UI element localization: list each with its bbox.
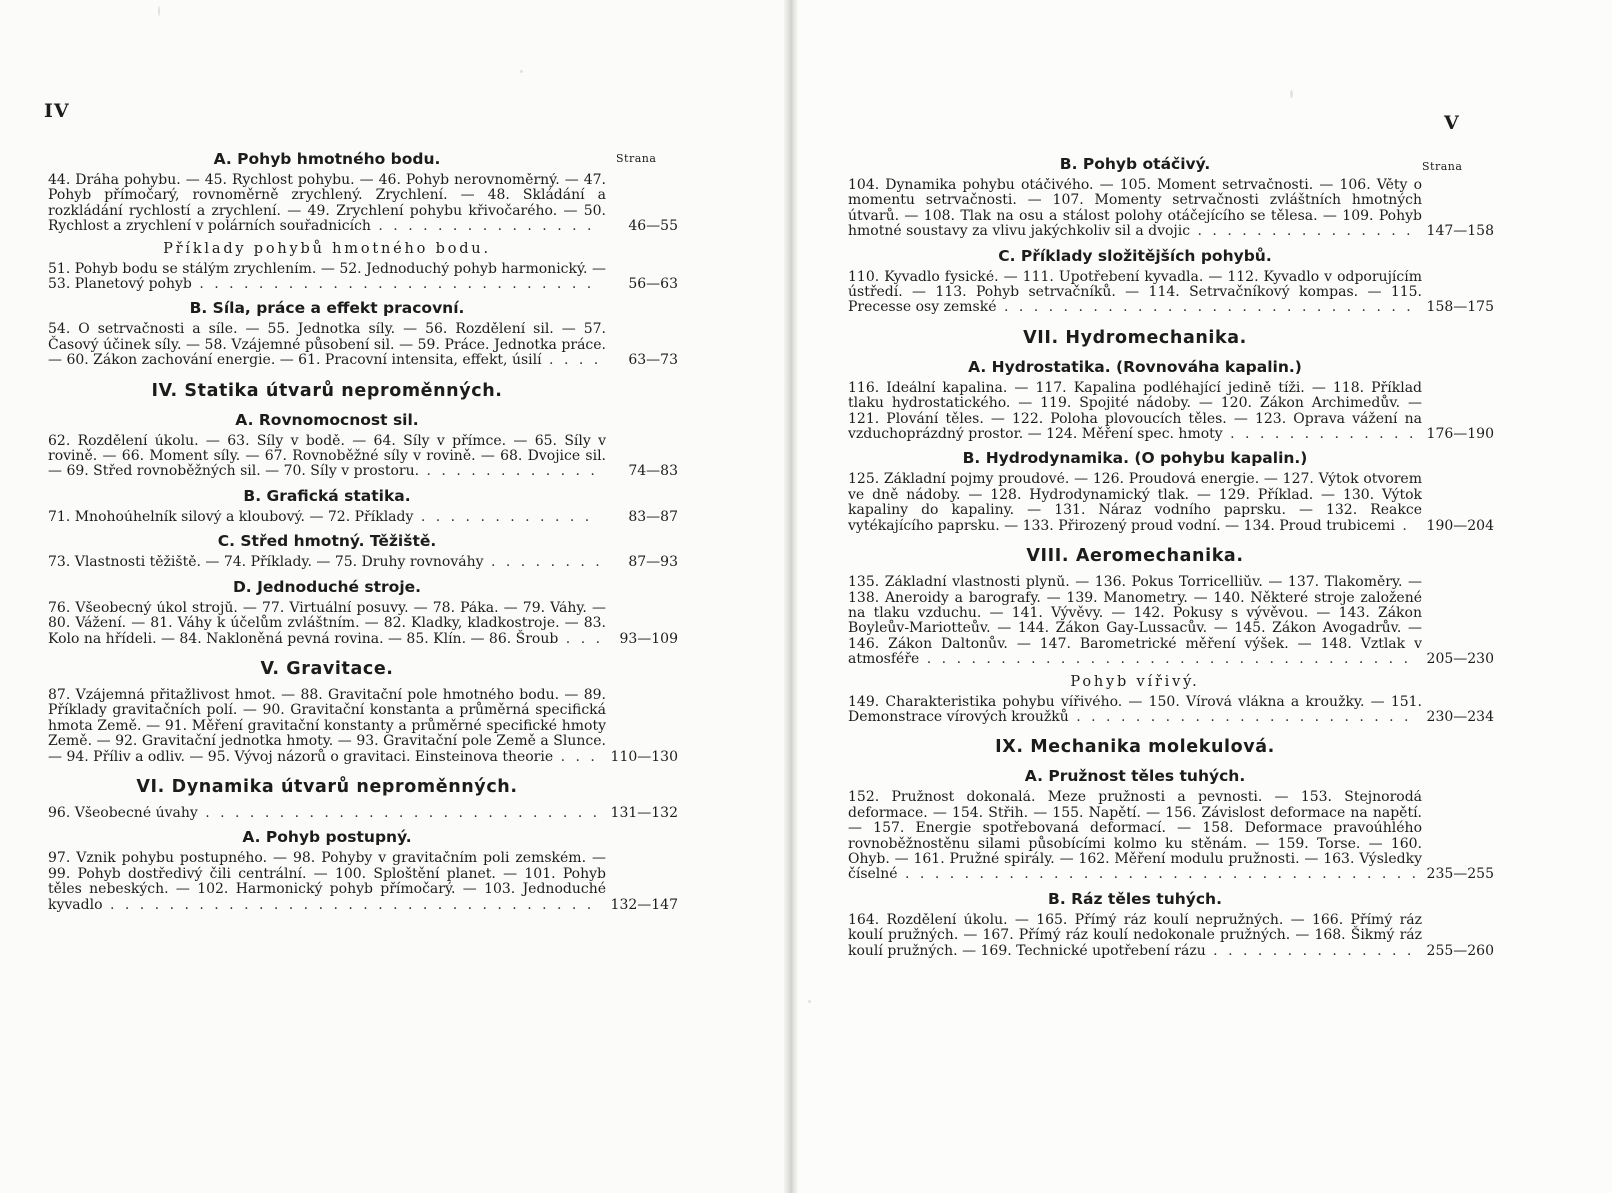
paper-speck	[520, 70, 523, 73]
toc-entry-text	[48, 434, 606, 480]
dot-leader: . . .	[558, 630, 604, 647]
toc-entry-pages: 56—63	[628, 276, 678, 293]
strana-label: Strana	[616, 152, 657, 165]
dot-leader: . . . .	[541, 352, 602, 369]
dot-leader: . . . . . . . . . . . . . .	[1205, 942, 1415, 959]
subsection-heading: C. Střed hmotný. Těžiště.	[217, 532, 437, 551]
toc-entry-pages: 190—204	[1426, 517, 1494, 534]
subsection-heading: B. Ráz těles tuhých.	[1048, 889, 1222, 908]
dot-leader: . . . . . . . . . . . . . . . . . . . . . . . . . . . . . . . . .	[919, 651, 1412, 668]
toc-entry	[48, 262, 678, 293]
toc-entry-content: 71. Mnohoúhelník silový a kloubový. — 72. Příklady	[48, 509, 414, 525]
subsection-heading: A. Rovnomocnost sil.	[235, 410, 419, 429]
toc-entry-content: 73. Vlastnosti těžiště. — 74. Příklady. — 75. Druhy rovnováhy	[48, 555, 484, 571]
toc-entry-pages: 230—234	[1426, 708, 1494, 725]
toc-entry-content: 152. Pružnost dokonalá. Meze pružnosti a pevnosti. — 153. Stejnorodá deformace. — 154. Střih. — 155. Napětí. — 156. Závislost deformace na napětí. — 157. Energie spotřebovaná deformací. — 158. Deformace pravoúhlého rovnoběžnostěnu silami působícími kolmo ku stěnám. — 159. Torse. — 160. Ohyb. — 161. Pružné spirály. — 162. Měření modulu pružnosti. — 163. Výsledky číselné	[848, 790, 1422, 883]
subsection-spaced-heading: Příklady pohybů hmotného bodu.	[163, 240, 491, 257]
toc-entry-text	[848, 472, 1422, 534]
paper-speck	[808, 1000, 811, 1003]
toc-entry	[48, 688, 678, 765]
toc-entry-text	[848, 913, 1422, 959]
toc-entry-content: 135. Základní vlastnosti plynů. — 136. Pokus Torricelliův. — 137. Tlakoměry. — 138. Aneroidy a barografy. — 139. Manometry. — 140. Některé stroje založené na tlaku vzduchu. — 141. Vývěvy. — 142. Pokusy s vývěvou. — 143. Zákon Boyleův-Mariotteův. — 144. Zákon Gay-Lussacův. — 145. Zákon Avogadrův. — 146. Zákon Daltonův. — 147. Barometrické měření výšek. — 148. Vztlak v atmosféře	[848, 575, 1422, 668]
toc-entry-content: 54. O setrvačnosti a síle. — 55. Jednotka síly. — 56. Rozdělení sil. — 57. Časový účinek síly. — 58. Vzájemné působení sil. — 59. Práce. Jednotka práce. — 60. Zákon zachování energie. — 61. Pracovní intensita, effekt, úsilí	[48, 322, 606, 369]
section-heading: IX. Mechanika molekulová.	[995, 737, 1275, 758]
toc-entry	[48, 173, 678, 235]
toc-entry	[848, 270, 1494, 316]
subsection-heading: D. Jednoduché stroje.	[232, 577, 422, 596]
toc-entry	[48, 851, 678, 913]
toc-entry-pages: 83—87	[628, 508, 678, 525]
toc-entry-text	[48, 173, 606, 235]
toc-entry-pages: 158—175	[1426, 299, 1494, 316]
toc-entry	[848, 913, 1494, 959]
toc-entry-text	[48, 262, 606, 293]
toc-entry-content: 87. Vzájemná přitažlivost hmot. — 88. Gravitační pole hmotného bodu. — 89. Příklady gravitačních polí. — 90. Gravitační konstanta a průměrná specifická hmota Země. — 91. Měření gravitační konstanty a průměrné specifické hmoty Země. — 92. Gravitační jednotka hmoty. — 93. Gravitační pole Země a Slunce. — 94. Příliv a odliv. — 95. Vývoj názorů o gravitaci. Einsteinova theorie	[48, 687, 606, 765]
subsection-heading: A. Hydrostatika. (Rovnováha kapalin.)	[968, 357, 1302, 376]
toc-entry-content: 149. Charakteristika pohybu vířivého. — 150. Vírová vlákna a kroužky. — 151. Demonstrace vírových kroužků	[848, 694, 1422, 725]
toc-entry-content: 116. Ideální kapalina. — 117. Kapalina podléhající jedině tíži. — 118. Příklad tlaku hydrostatického. — 119. Spojité nádoby. — 120. Zákon Archimedův. — 121. Plování těles. — 122. Poloha plovoucích těles. — 123. Oprava vážení na vzduchoprázdný prostor. — 124. Měření spec. hmoty	[848, 380, 1422, 443]
toc-entry-text	[848, 270, 1422, 316]
dot-leader: . . . . . . . . . . . . . . . . . . . . . . . . . . . . . . . . . . .	[897, 866, 1420, 883]
toc-entry-pages: 46—55	[628, 218, 678, 235]
dot-leader: . . . . . . . . . . . . . . .	[370, 218, 595, 235]
book-gutter	[784, 0, 798, 1193]
toc-entry	[48, 555, 678, 570]
toc-entry-pages: 176—190	[1426, 426, 1494, 443]
toc-entry	[48, 601, 678, 647]
subsection-heading: A. Pružnost těles tuhých.	[1024, 767, 1246, 786]
toc-entry-text	[48, 806, 606, 821]
toc-entry-pages: 93—109	[619, 630, 678, 647]
toc-entry-content: 110. Kyvadlo fysické. — 111. Upotřebení kyvadla. — 112. Kyvadlo v odporujícím ústředí. — 113. Pohyb setrvačníků. — 114. Setrvačníkový kompas. — 115. Precesse osy zemské	[848, 269, 1422, 316]
toc-entry-pages: 147—158	[1426, 223, 1494, 240]
dot-leader: . . . . . . . . . . . . . . . . . . . . . . . . . . . . . . . . .	[102, 896, 595, 913]
subsection-heading: B. Hydrodynamika. (O pohybu kapalin.)	[962, 449, 1308, 468]
toc-entry-text	[48, 851, 606, 913]
subsection-heading: B. Síla, práce a effekt pracovní.	[189, 299, 465, 318]
dot-leader: . . . . . . . . . . . .	[419, 463, 598, 480]
toc-entry-pages: 255—260	[1426, 942, 1494, 959]
toc-entry-content: 96. Všeobecné úvahy	[48, 805, 198, 821]
dot-leader: . . . . . . . . . . . . . . . . . . . . . . . . . . . .	[996, 299, 1414, 316]
toc-entry-text	[48, 322, 606, 368]
dot-leader: . . . . . . . . . . . .	[413, 509, 593, 525]
toc-entry-content: 62. Rozdělení úkolu. — 63. Síly v bodě. — 64. Síly v přímce. — 65. Síly v rovině. — 66. Moment síly. — 67. Rovnoběžné síly v rovině. — 68. Dvojice sil. — 69. Střed rovnoběžných sil. — 70. Síly v prostoru.	[48, 433, 606, 480]
toc-entry-pages: 131—132	[610, 804, 678, 821]
toc-entry-content: 125. Základní pojmy proudové. — 126. Proudová energie. — 127. Výtok otvorem ve dně nádoby. — 128. Hydrodynamický tlak. — 129. Příklad. — 130. Výtok kapaliny do kapaliny. — 131. Náraz vodního paprsku. — 132. Reakce vytékajícího paprsku. — 133. Přirozený proud vodní. — 134. Proud trubicemi	[848, 472, 1422, 534]
dot-leader: . . .	[553, 748, 598, 765]
subsection-heading: B. Grafická statika.	[243, 486, 411, 505]
toc-entry-pages: 235—255	[1426, 866, 1494, 883]
paper-speck	[158, 6, 160, 16]
left-page	[0, 0, 790, 1193]
dot-leader: . . . . . . . . . . . . . . . . . . . . . . . . . . .	[191, 276, 595, 293]
toc-column	[848, 148, 1494, 961]
toc-entry-content: 51. Pohyb bodu se stálým zrychlením. — 52. Jednoduchý pohyb harmonický. — 53. Planetový pohyb	[48, 261, 606, 293]
toc-column	[48, 143, 678, 915]
strana-label: Strana	[1422, 160, 1463, 173]
toc-entry	[848, 178, 1494, 240]
toc-entry-pages: 205—230	[1426, 651, 1494, 668]
dot-leader: . . . . . . . .	[483, 555, 603, 571]
toc-entry	[48, 510, 678, 525]
page-number: IV	[44, 100, 70, 122]
toc-entry-pages: 63—73	[628, 352, 678, 369]
toc-entry-pages: 132—147	[610, 896, 678, 913]
paper-speck	[1290, 90, 1293, 98]
subsection-heading: B. Pohyb otáčivý.	[1059, 155, 1211, 173]
toc-entry	[848, 695, 1494, 726]
toc-entry-text	[848, 790, 1422, 882]
toc-entry	[848, 575, 1494, 667]
page-number: V	[1444, 112, 1460, 134]
toc-entry	[48, 322, 678, 368]
dot-leader: . . . . . . . . . . . . .	[1222, 426, 1417, 443]
toc-entry-pages: 87—93	[628, 554, 678, 571]
subsection-spaced-heading: Pohyb vířivý.	[1070, 673, 1200, 690]
toc-entry-text	[848, 381, 1422, 443]
dot-leader: . . . . . . . . . . . . . . . . . . . . . . .	[1068, 708, 1412, 725]
toc-entry	[848, 381, 1494, 443]
toc-entry	[848, 790, 1494, 882]
toc-entry-text	[48, 510, 606, 525]
toc-entry-text	[848, 575, 1422, 667]
toc-entry	[848, 472, 1494, 534]
toc-entry-text	[48, 601, 606, 647]
subsection-heading: A. Pohyb hmotného bodu.	[213, 150, 441, 168]
toc-entry-pages: 74—83	[628, 463, 678, 480]
toc-entry-text	[848, 695, 1422, 726]
subsection-heading: C. Příklady složitějších pohybů.	[998, 246, 1272, 265]
section-heading: V. Gravitace.	[260, 658, 394, 679]
toc-entry	[48, 434, 678, 480]
section-heading: VIII. Aeromechanika.	[1026, 546, 1244, 567]
toc-entry	[48, 806, 678, 821]
dot-leader: . . . . . . . . . . . . . . .	[1190, 223, 1414, 240]
toc-entry-content: 76. Všeobecný úkol strojů. — 77. Virtuální posuvy. — 78. Páka. — 79. Váhy. — 80. Vážení. — 81. Váhy k účelům zvláštním. — 82. Kladky, kladkostroje. — 83. Kolo na hřídeli. — 84. Nakloněná pevná rovina. — 85. Klín. — 86. Šroub	[48, 600, 606, 647]
toc-entry-content: 97. Vznik pohybu postupného. — 98. Pohyby v gravitačním poli zemském. — 99. Pohyb dostředivý čili centrální. — 100. Sploštění planet. — 101. Pohyb těles nebeských. — 102. Harmonický pohyb přímočarý. — 103. Jednoduché kyvadlo	[48, 851, 606, 913]
subsection-heading: A. Pohyb postupný.	[242, 828, 412, 847]
dot-leader: .	[1394, 517, 1410, 534]
section-heading: VII. Hydromechanika.	[1023, 327, 1247, 348]
section-heading: VI. Dynamika útvarů neproměnných.	[136, 776, 518, 797]
toc-entry-text	[48, 555, 606, 570]
section-heading: IV. Statika útvarů neproměnných.	[151, 380, 503, 401]
toc-entry-content: 44. Dráha pohybu. — 45. Rychlost pohybu. — 46. Pohyb nerovnoměrný. — 47. Pohyb přímočarý, rovnoměrně zrychlený. Zrychlení. — 48. Skládání a rozkládání rychlostí a zrychlení. — 49. Zrychlení pohybu křivočarého. — 50. Rychlost a zrychlení v polárních souřadnicích	[48, 173, 606, 235]
toc-entry-content: 164. Rozdělení úkolu. — 165. Přímý ráz koulí nepružných. — 166. Přímý ráz koulí pružných. — 167. Přímý ráz koulí nedokonale pružných. — 168. Šikmý ráz koulí pružných. — 169. Technické upotřebení rázu	[848, 912, 1422, 959]
dot-leader: . . . . . . . . . . . . . . . . . . . . . . . . . . .	[197, 805, 601, 821]
toc-entry-content: 104. Dynamika pohybu otáčivého. — 105. Moment setrvačnosti. — 106. Věty o momentu setrvačnosti. — 107. Momenty setrvačnosti zvláštních hmotných útvarů. — 108. Tlak na osu a stálost polohy otáčejícího se tělesa. — 109. Pohyb hmotné soustavy za vlivu jakýchkoliv sil a dvojic	[848, 178, 1422, 240]
toc-entry-text	[48, 688, 606, 765]
right-page	[790, 0, 1612, 1193]
toc-entry-text	[848, 178, 1422, 240]
toc-entry-pages: 110—130	[610, 748, 678, 765]
